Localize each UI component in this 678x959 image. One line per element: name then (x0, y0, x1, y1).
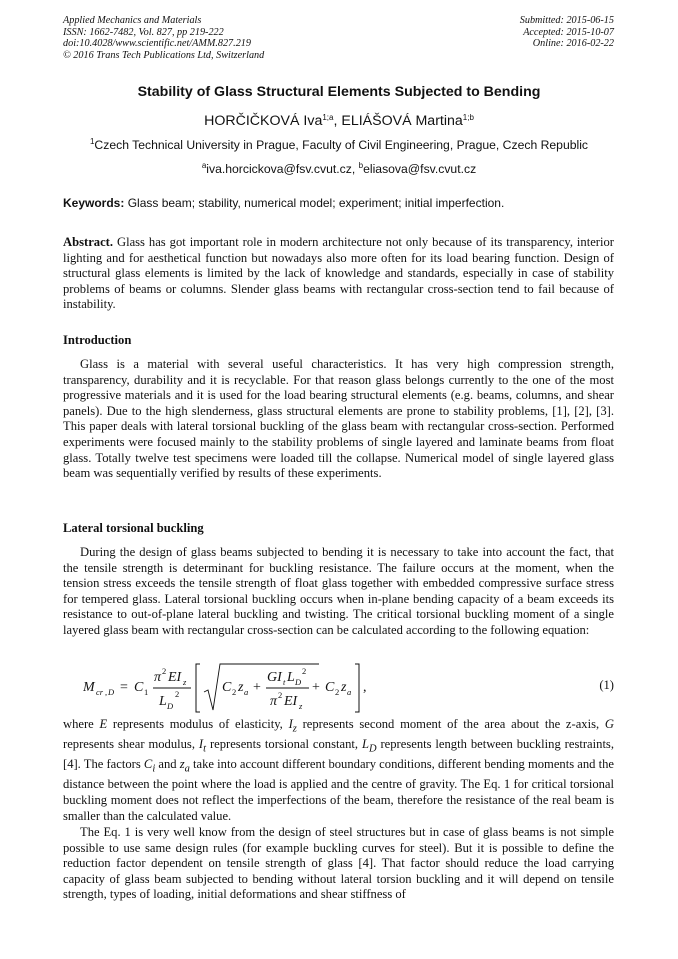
copyright-line: © 2016 Trans Tech Publications Ltd, Switzerland (63, 49, 265, 61)
svg-text:D: D (108, 687, 115, 697)
ltb-paragraph-2 (63, 717, 614, 824)
affiliation-text: Czech Technical University in Prague, Faculty of Civil Engineering, Prague, Czech Republic (94, 138, 589, 152)
email-a-sup: a (201, 161, 207, 170)
paper-title: Stability of Glass Structural Elements Subjected to Bending (137, 84, 541, 100)
svg-text:D: D (167, 701, 174, 711)
accepted-date: Accepted: 2015-10-07 (523, 26, 614, 38)
doi-line: doi:10.4028/www.scientific.net/AMM.827.219 (63, 38, 251, 50)
svg-text:2: 2 (302, 666, 307, 676)
svg-text:1: 1 (144, 687, 149, 697)
svg-text:a: a (244, 687, 249, 697)
text-run: represents shear modulus, (63, 737, 199, 752)
symbol-z: z (179, 757, 185, 772)
author-2-sup: 1;b (462, 113, 474, 122)
text-run: and (155, 757, 180, 772)
text-run: take into account different boundary conditions, different bending moments and the distance between the point where the load is applied and the centre of gravity. The Eq. 1 for critical torsional buckling moment does not reflect the imperfections of the beam, therefore the resistance of the real beam is smaller than the calculated value. (63, 757, 614, 823)
symbol-L: L (361, 737, 369, 752)
abstract-paragraph (63, 235, 614, 313)
symbol-I: I (288, 717, 293, 731)
svg-text:2: 2 (175, 689, 180, 699)
svg-text:+: + (312, 680, 320, 695)
email-b: eliasova@fsv.cvut.cz (363, 162, 477, 176)
svg-text:z: z (238, 680, 244, 695)
subscript-t: t (203, 743, 207, 755)
svg-text:z: z (341, 680, 347, 695)
journal-name: Applied Mechanics and Materials (63, 15, 202, 26)
email-a: iva.horcickova@fsv.cvut.cz (206, 162, 352, 176)
ltb-heading: Lateral torsional buckling (63, 521, 204, 535)
svg-text:M: M (83, 680, 95, 695)
svg-text:t: t (283, 677, 286, 687)
keywords-line (63, 196, 504, 210)
abstract-text: Glass has got important role in modern architecture not only because of its transparency, interior lighting and for aesthetical function but nowadays also more often for its load bearing function. Design of structural glass elements is limited by the lack of knowledge and standards, especially in case of stability problems of beams or columns. Slender glass beams with rectangular cross-section tend to fail because of instability. (63, 235, 614, 312)
text-run: represents second moment of the area about the z-axis, (296, 717, 605, 731)
equation-1-formula (83, 662, 603, 714)
author-2: ELIÁŠOVÁ Martina (341, 113, 463, 129)
svg-text:z: z (183, 677, 187, 687)
journal-header-right (520, 15, 614, 50)
ltb-paragraph-3: The Eq. 1 is very well know from the design of steel structures but in case of glass beams is not simple possible to use same design rules (for example buckling curves for steel). But it is possible to define the reduction factor dependent on tensile strength of glass [4]. That factor should reduce the load carrying capacity of glass beam subjected to bending without lateral torsion buckling and it will depend on tensile strength, types of loading, initial deformations and shear stiffness of (63, 825, 614, 902)
author-separator: , (333, 113, 342, 129)
svg-text:π: π (270, 694, 278, 709)
keywords-label: Keywords: (63, 196, 125, 210)
email-line (0, 162, 678, 176)
introduction-heading: Introduction (63, 333, 132, 347)
subscript-i: i (152, 763, 156, 775)
equation-number: (1) (599, 678, 614, 692)
equation-1 (63, 662, 614, 714)
text-run: represents modulus of elasticity, (107, 717, 289, 731)
svg-text:2: 2 (278, 690, 283, 700)
email-separator: , (351, 162, 359, 176)
symbol-E: E (99, 717, 108, 731)
text-run: where (63, 717, 100, 731)
symbol-G: G (604, 717, 614, 731)
online-date: Online: 2016-02-22 (532, 38, 614, 50)
svg-text:cr: cr (96, 687, 104, 697)
svg-text:,: , (363, 680, 367, 695)
svg-text:L: L (159, 694, 167, 709)
subscript-D: D (368, 743, 377, 755)
submitted-date: Submitted: 2015-06-15 (519, 15, 614, 26)
svg-text:C: C (222, 680, 232, 695)
symbol-I: I (198, 737, 204, 752)
svg-text:GI: GI (267, 670, 282, 685)
subscript-a: a (184, 763, 190, 775)
symbol-C: C (143, 757, 153, 772)
keywords-text: Glass beam; stability, numerical model; experiment; initial imperfection. (124, 196, 505, 210)
svg-text:2: 2 (335, 687, 340, 697)
issn-line: ISSN: 1662-7482, Vol. 827, pp 219-222 (63, 26, 224, 38)
affiliation-line (0, 138, 678, 152)
email-b-sup: b (358, 161, 364, 170)
svg-text:+: + (253, 680, 261, 695)
text-run: represents length between buckling restraints, [4]. The factors (63, 737, 614, 772)
author-line (0, 113, 678, 129)
svg-text:L: L (287, 670, 295, 685)
abstract-label: Abstract. (63, 235, 114, 249)
svg-text:z: z (299, 701, 303, 711)
svg-text:D: D (295, 677, 302, 687)
svg-text:a: a (347, 687, 352, 697)
svg-text:EI: EI (168, 670, 182, 685)
svg-text:EI: EI (284, 694, 298, 709)
svg-text:=: = (120, 680, 128, 695)
svg-text:C: C (325, 680, 335, 695)
journal-header-left (63, 15, 264, 61)
introduction-paragraph: Glass is a material with several useful characteristics. It has very high compression strength, transparency, durability and it is recyclable. For that reason glass belongs currently to the one of the most progressive materials and it is used for the load bearing structural elements (e.g. beams, columns, and shear panels). Due to the high slenderness, glass structural elements are prone to stability problems, [1], [2], [3]. This paper deals with lateral torsional buckling of the glass beam with rectangular cross-section. Performed experiments were focused mainly to the stability problems of single layered and laminate beams from float glass. Totally twelve test specimens were loaded till the collapse. Numerical model of single layered glass beam was sequentially verified by results of these experiments. (63, 357, 614, 481)
svg-text:2: 2 (232, 687, 237, 697)
affiliation-sup: 1 (89, 137, 95, 146)
text-run: represents torsional constant, (206, 737, 362, 752)
svg-text:,: , (105, 687, 108, 697)
author-1: HORČIČKOVÁ Iva (204, 113, 323, 129)
ltb-paragraph-1: During the design of glass beams subjected to bending it is necessary to take into account the fact, that the tensile strength is determinant for buckling resistance. The failure occurs at the moment, when the tension stress exceeds the tensile strength of float glass together with embedded compressive surface stress for tempered glass. Lateral torsional buckling occurs when in-plane bending capacity of a beam exceeds its resistance to out-of-plane lateral buckling and twisting. The critical torsional buckling moment of a single layered glass beam with rectangular cross-section can be calculated according to the following equation: (63, 545, 614, 637)
author-1-sup: 1;a (322, 113, 334, 122)
svg-text:C: C (134, 680, 144, 695)
subscript-z: z (292, 723, 297, 735)
svg-text:2: 2 (162, 666, 167, 676)
svg-text:π: π (154, 670, 162, 685)
